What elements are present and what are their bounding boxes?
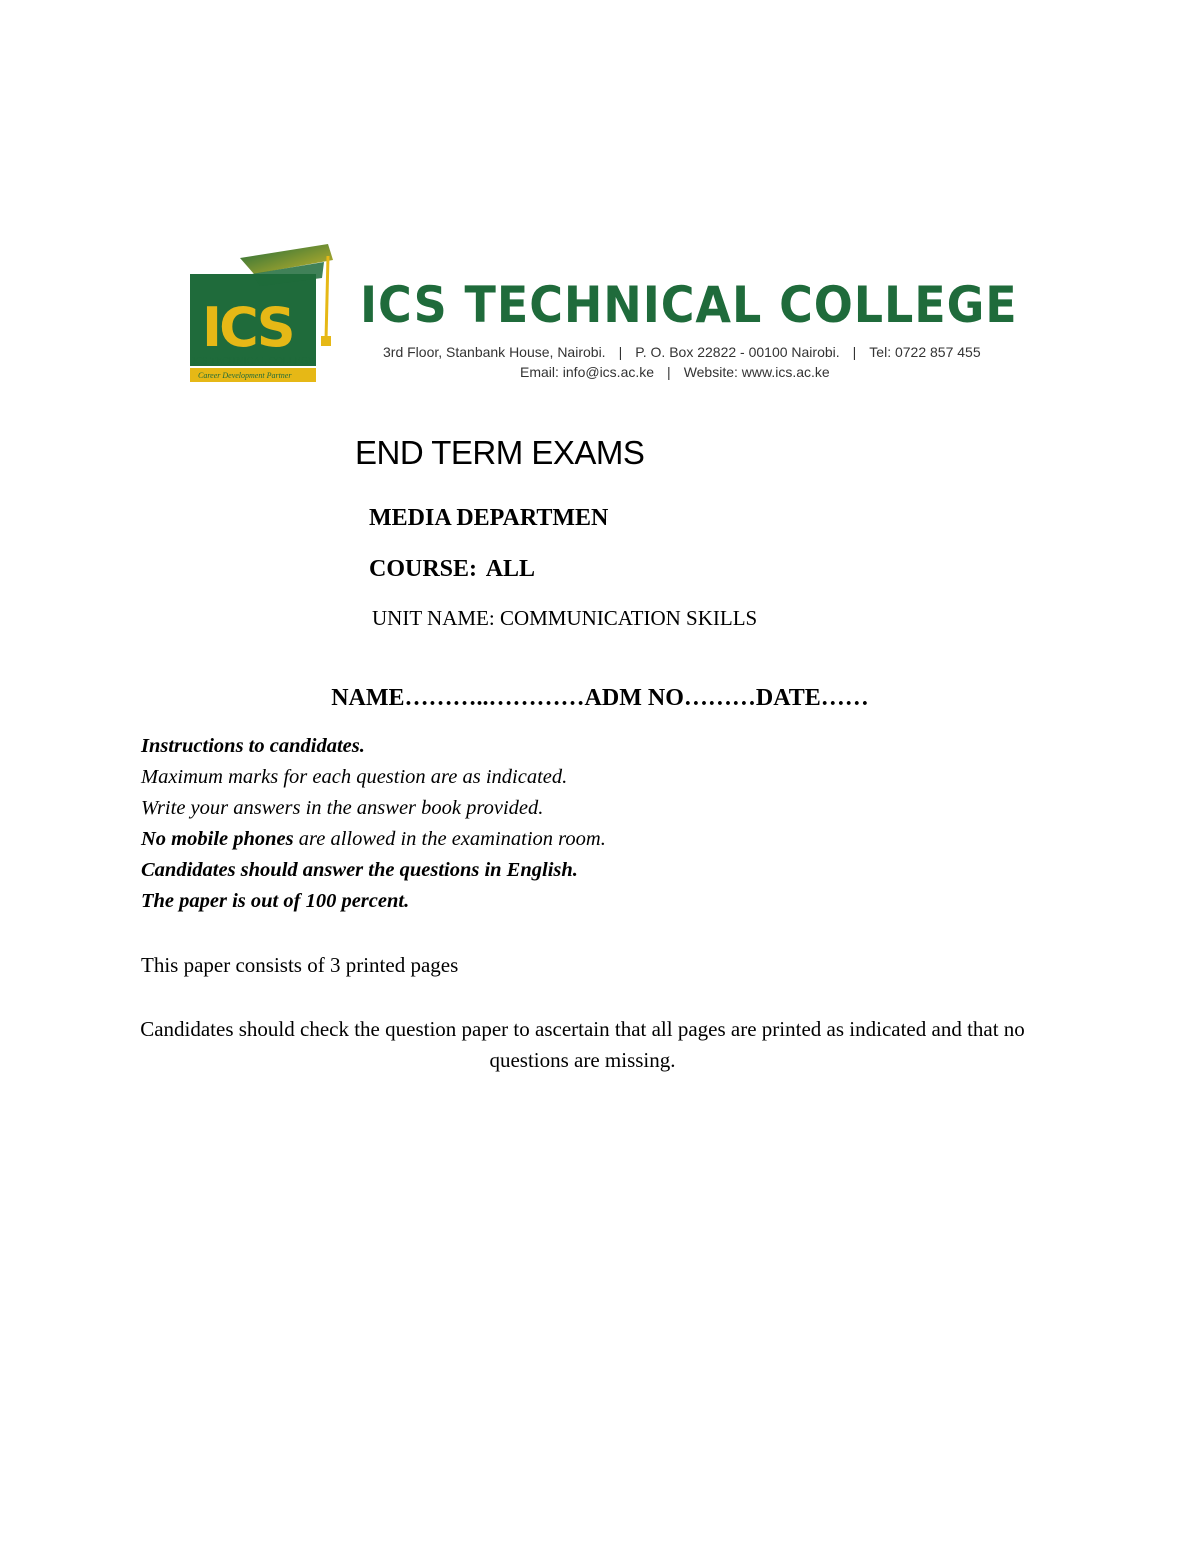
instruction-emphasis: No mobile phones	[141, 828, 294, 850]
instruction-item: The paper is out of 100 percent.	[141, 890, 410, 912]
instruction-item	[141, 828, 606, 851]
telephone: Tel: 0722 857 455	[869, 344, 981, 360]
unit-name: UNIT NAME: COMMUNICATION SKILLS	[372, 606, 758, 630]
instructions-heading: Instructions to candidates.	[141, 735, 365, 757]
contact-line-1	[383, 344, 981, 360]
contact-line-2	[520, 364, 830, 380]
separator: |	[852, 344, 857, 360]
svg-text:ICS TECHNICAL COLLEGE: ICS TECHNICAL COLLEGE	[192, 356, 315, 367]
separator: |	[667, 364, 671, 380]
college-logo	[188, 244, 336, 384]
course: COURSE: ALL	[369, 556, 536, 582]
candidate-details-line: NAME………..…………ADM NO………DATE……	[331, 685, 869, 711]
instruction-item: Candidates should answer the questions in English.	[141, 859, 578, 881]
exam-title: END TERM EXAMS	[355, 434, 645, 471]
college-name: ICS TECHNICAL COLLEGE	[360, 276, 1018, 334]
address: 3rd Floor, Stanbank House, Nairobi.	[383, 344, 606, 360]
email: Email: info@ics.ac.ke	[520, 364, 655, 380]
check-note: Candidates should check the question paper to ascertain that all pages are printed as indicated and that no questions are missing.	[140, 1017, 1025, 1072]
instruction-item: Maximum marks for each question are as indicated.	[141, 766, 568, 788]
po-box: P. O. Box 22822 - 00100 Nairobi.	[635, 344, 840, 360]
svg-text:ICS: ICS	[202, 296, 293, 359]
svg-text:Career Development Partner: Career Development Partner	[198, 371, 292, 380]
separator: |	[618, 344, 623, 360]
pages-note: This paper consists of 3 printed pages	[141, 953, 459, 977]
website: Website: www.ics.ac.ke	[683, 364, 830, 380]
department: MEDIA DEPARTMEN	[369, 505, 609, 531]
instruction-item: Write your answers in the answer book provided.	[141, 797, 544, 819]
instruction-text: are allowed in the examination room.	[293, 828, 606, 850]
